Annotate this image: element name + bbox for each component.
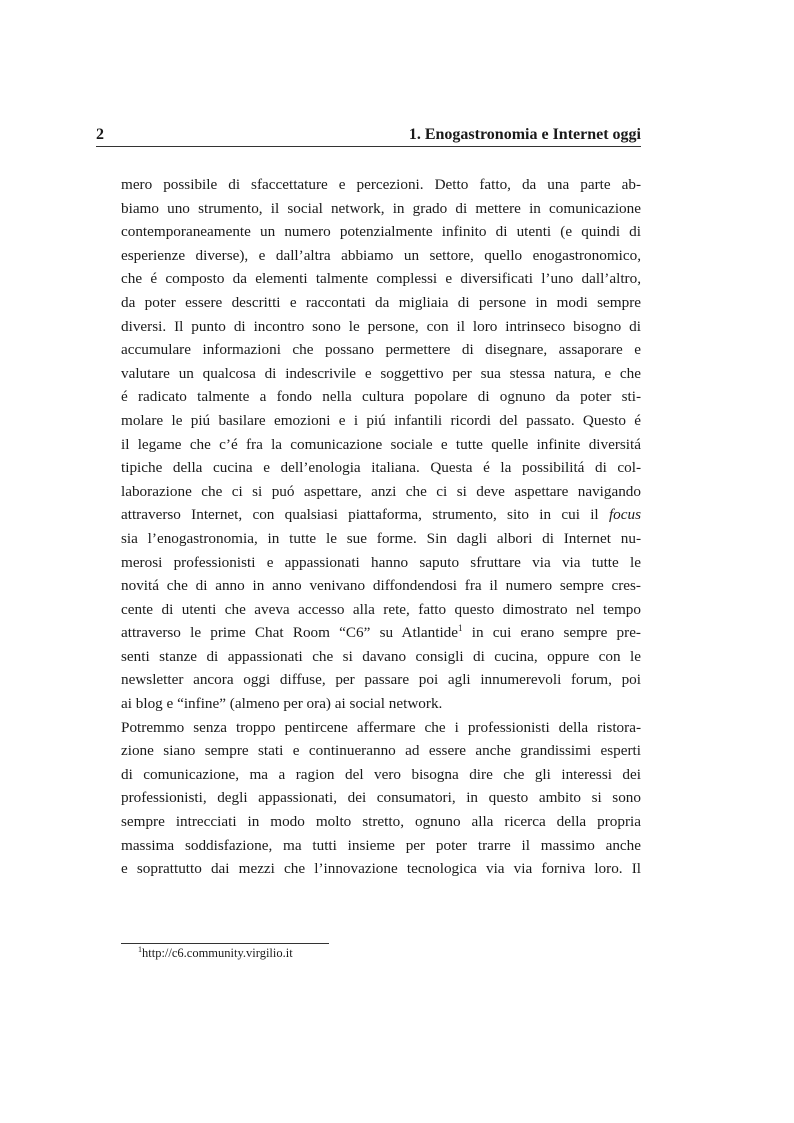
text-line: che é composto da elementi talmente complessi e diversificati l’uno dall’altro, — [121, 270, 641, 288]
text-line: diversi. Il punto di incontro sono le persone, con il loro intrinseco bisogno di — [121, 317, 641, 335]
text-line: zione siano sempre stati e continueranno ad essere anche grandissimi esperti — [121, 742, 641, 760]
text-segment: attraverso Internet, con qualsiasi piattaforma, strumento, sito in cui il — [121, 506, 609, 524]
text-line: e soprattutto dai mezzi che l’innovazione tecnologica via via forniva loro. Il — [121, 860, 641, 878]
text-line: é radicato talmente a fondo nella cultura popolare di ognuno da poter sti- — [121, 388, 641, 406]
text-line: sia l’enogastronomia, in tutte le sue forme. Sin dagli albori di Internet nu- — [121, 529, 641, 547]
text-line: senti stanze di appassionati che si davano consigli di cucina, oppure con le — [121, 647, 641, 665]
text-line: contemporaneamente un numero potenzialmente infinito di utenti (e quindi di — [121, 223, 641, 241]
text-line — [121, 503, 641, 527]
text-line: massima soddisfazione, ma tutti insieme per poter trarre il massimo anche — [121, 836, 641, 854]
text-line: biamo uno strumento, il social network, in grado di mettere in comunicazione — [121, 199, 641, 217]
text-line: laborazione che ci si puó aspettare, anzi che ci si deve aspettare navigando — [121, 482, 641, 500]
text-line: esperienze diverse), e dall’altra abbiamo un settore, quello enogastronomico, — [121, 246, 641, 264]
text-line: Potremmo senza troppo pentircene affermare che i professionisti della ristora- — [121, 718, 641, 736]
text-segment: attraverso le prime Chat Room “C6” su Atlantide — [121, 624, 458, 642]
text-line: novitá che di anno in anno venivano diffondendosi fra il numero sempre cres- — [121, 577, 641, 595]
text-line: ai blog e “infine” (almeno per ora) ai social network. — [121, 695, 443, 713]
page-number: 2 — [96, 126, 104, 143]
text-line: valutare un qualcosa di indescrivile e soggettivo per sua stessa natura, e che — [121, 364, 641, 382]
text-line: molare le piú basilare emozioni e i piú infantili ricordi del passato. Questo é — [121, 411, 641, 429]
header-rule — [96, 146, 641, 147]
body-text — [121, 173, 641, 881]
footnote-url[interactable]: http://c6.community.virgilio.it — [142, 946, 293, 960]
text-line: newsletter ancora oggi diffuse, per passare poi agli innumerevoli forum, poi — [121, 671, 641, 689]
text-line: mero possibile di sfaccettature e percezioni. Detto fatto, da una parte ab- — [121, 176, 641, 193]
text-line: sempre intrecciati in modo molto stretto, ognuno alla ricerca della propria — [121, 813, 641, 831]
italic-term: focus — [608, 506, 641, 524]
text-line: tipiche della cucina e dell’enologia italiana. Questa é la possibilitá di col- — [121, 459, 641, 477]
text-line — [121, 621, 641, 645]
chapter-title: 1. Enogastronomia e Internet oggi — [408, 126, 641, 143]
text-line: di comunicazione, ma a ragion del vero bisogna dire che gli interessi dei — [121, 765, 641, 783]
footnote-reference[interactable]: 1 — [458, 623, 463, 634]
text-line: da poter essere descritti e raccontati da migliaia di persone in modi sempre — [121, 293, 641, 311]
text-line: cente di utenti che aveva accesso alla rete, fatto questo dimostrato nel tempo — [121, 600, 641, 618]
text-line: professionisti, degli appassionati, dei consumatori, in questo ambito si sono — [121, 789, 641, 807]
text-line: merosi professionisti e appassionati hanno saputo sfruttare via via tutte le — [121, 553, 641, 571]
footnote-rule — [121, 943, 329, 944]
footnote-number: 1 — [138, 944, 142, 954]
running-head — [96, 126, 641, 144]
text-line: accumulare informazioni che possano permettere di disegnare, assaporare e — [121, 341, 641, 359]
footnote — [138, 946, 293, 961]
text-segment: in cui erano sempre pre- — [462, 624, 641, 642]
text-line: il legame che c’é fra la comunicazione sociale e tutte quelle infinite diversitá — [121, 435, 641, 453]
